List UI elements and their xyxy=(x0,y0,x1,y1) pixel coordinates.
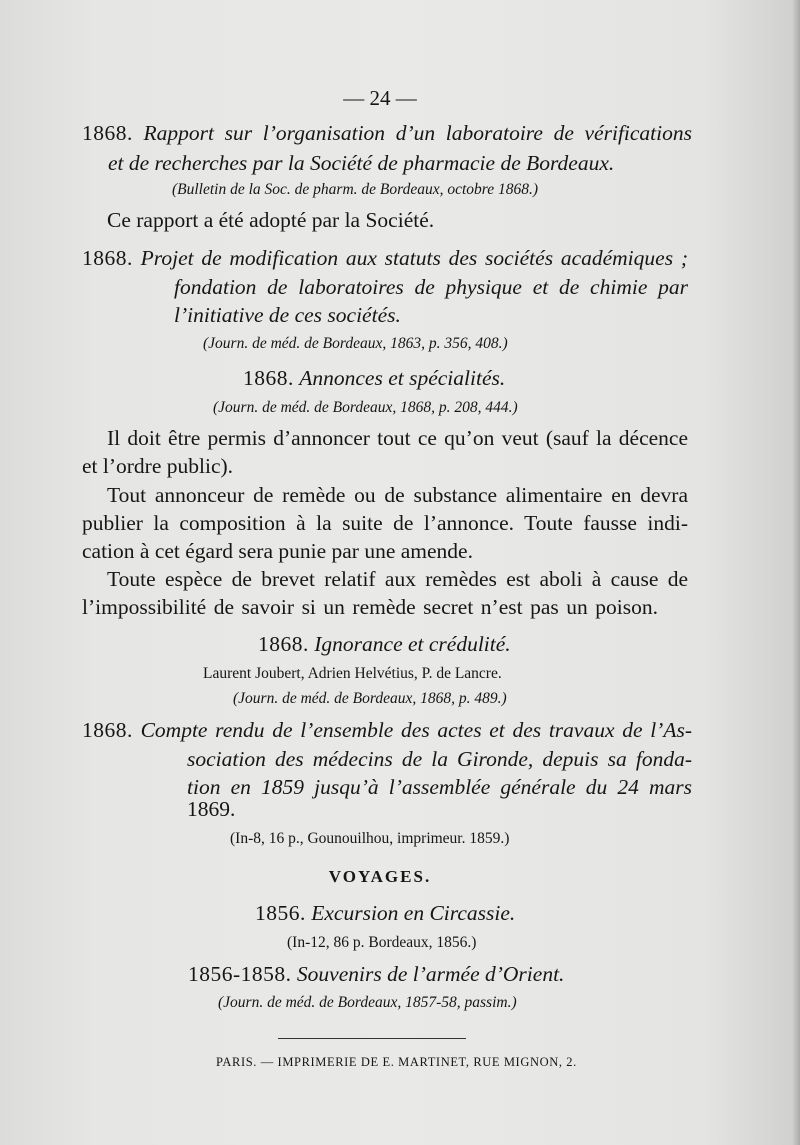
voyage-2-source: (Journ. de méd. de Bordeaux, 1857-58, passim.) xyxy=(218,994,517,1011)
entry-2-year: 1868. xyxy=(82,246,133,270)
entry-3-text-2: et l’ordre public). xyxy=(82,454,234,478)
entry-5-title-3: tion en 1859 jusqu’à l’assemblée générale du 24 mars xyxy=(187,775,692,799)
entry-3-heading xyxy=(243,366,505,391)
entry-3-text-6: Toute espèce de brevet relatif aux remèdes est aboli à cause de xyxy=(107,567,688,591)
page-number: — 24 — xyxy=(343,86,417,110)
entry-3-year: 1868. xyxy=(243,366,294,390)
entry-1-source: (Bulletin de la Soc. de pharm. de Bordeaux, octobre 1868.) xyxy=(172,181,539,198)
voyage-2-heading xyxy=(188,962,564,987)
entry-4-heading xyxy=(258,632,511,657)
entry-5-source: (In-8, 16 p., Gounouilhou, imprimeur. 1859.) xyxy=(230,830,510,847)
entry-3-source: (Journ. de méd. de Bordeaux, 1868, p. 208, 444.) xyxy=(213,399,518,416)
entry-4-authors: Laurent Joubert, Adrien Helvétius, P. de Lancre. xyxy=(203,665,502,682)
entry-2-title-3: l’initiative de ces sociétés. xyxy=(174,303,401,327)
entry-1-line-1 xyxy=(82,121,692,146)
entry-5-title-2: sociation des médecins de la Gironde, depuis sa fonda- xyxy=(187,747,692,771)
voyage-2-year: 1856-1858. xyxy=(188,962,292,986)
entry-4-year: 1868. xyxy=(258,632,309,656)
entry-2-source: (Journ. de méd. de Bordeaux, 1863, p. 356, 408.) xyxy=(203,335,508,352)
voyage-1-source: (In-12, 86 p. Bordeaux, 1856.) xyxy=(287,934,477,951)
entry-2-title-2: fondation de laboratoires de physique et de chimie par xyxy=(174,275,688,299)
entry-1-title-2: et de recherches par la Société de pharmacie de Bordeaux. xyxy=(108,151,615,175)
footer-rule xyxy=(278,1038,466,1039)
entry-2-line-1 xyxy=(82,246,688,271)
section-heading-voyages: VOYAGES. xyxy=(328,867,432,886)
entry-4-source: (Journ. de méd. de Bordeaux, 1868, p. 489.) xyxy=(233,690,507,707)
entry-5-line-1 xyxy=(82,718,692,743)
entry-3-title: Annonces et spécialités. xyxy=(299,366,506,390)
entry-5-title-4: 1869. xyxy=(187,797,236,821)
entry-4-title: Ignorance et crédulité. xyxy=(314,632,511,656)
printer-footer: PARIS. — IMPRIMERIE DE E. MARTINET, RUE MIGNON, 2. xyxy=(216,1055,577,1069)
entry-1-year: 1868. xyxy=(82,121,133,145)
entry-5-year: 1868. xyxy=(82,718,133,742)
voyage-1-title: Excursion en Circassie. xyxy=(311,901,516,925)
entry-3-text-4: publier la composition à la suite de l’annonce. Toute fausse indi- xyxy=(82,511,688,535)
entry-1-note: Ce rapport a été adopté par la Société. xyxy=(107,208,435,232)
voyage-2-title: Souvenirs de l’armée d’Orient. xyxy=(296,962,565,986)
entry-3-text-5: cation à cet égard sera punie par une amende. xyxy=(82,539,473,563)
voyage-1-year: 1856. xyxy=(255,901,306,925)
entry-5-title-1: Compte rendu de l’ensemble des actes et des travaux de l’As- xyxy=(140,718,692,742)
entry-2-title-1: Projet de modification aux statuts des sociétés académiques ; xyxy=(140,246,688,270)
voyage-1-heading xyxy=(255,901,515,926)
entry-3-text-7: l’impossibilité de savoir si un remède secret n’est pas un poison. xyxy=(82,595,658,619)
entry-3-text-3: Tout annonceur de remède ou de substance alimentaire en devra xyxy=(107,483,688,507)
entry-3-text-1: Il doit être permis d’annoncer tout ce qu’on veut (sauf la décence xyxy=(107,426,688,450)
entry-1-title-1: Rapport sur l’organisation d’un laboratoire de vérifications xyxy=(143,121,692,145)
